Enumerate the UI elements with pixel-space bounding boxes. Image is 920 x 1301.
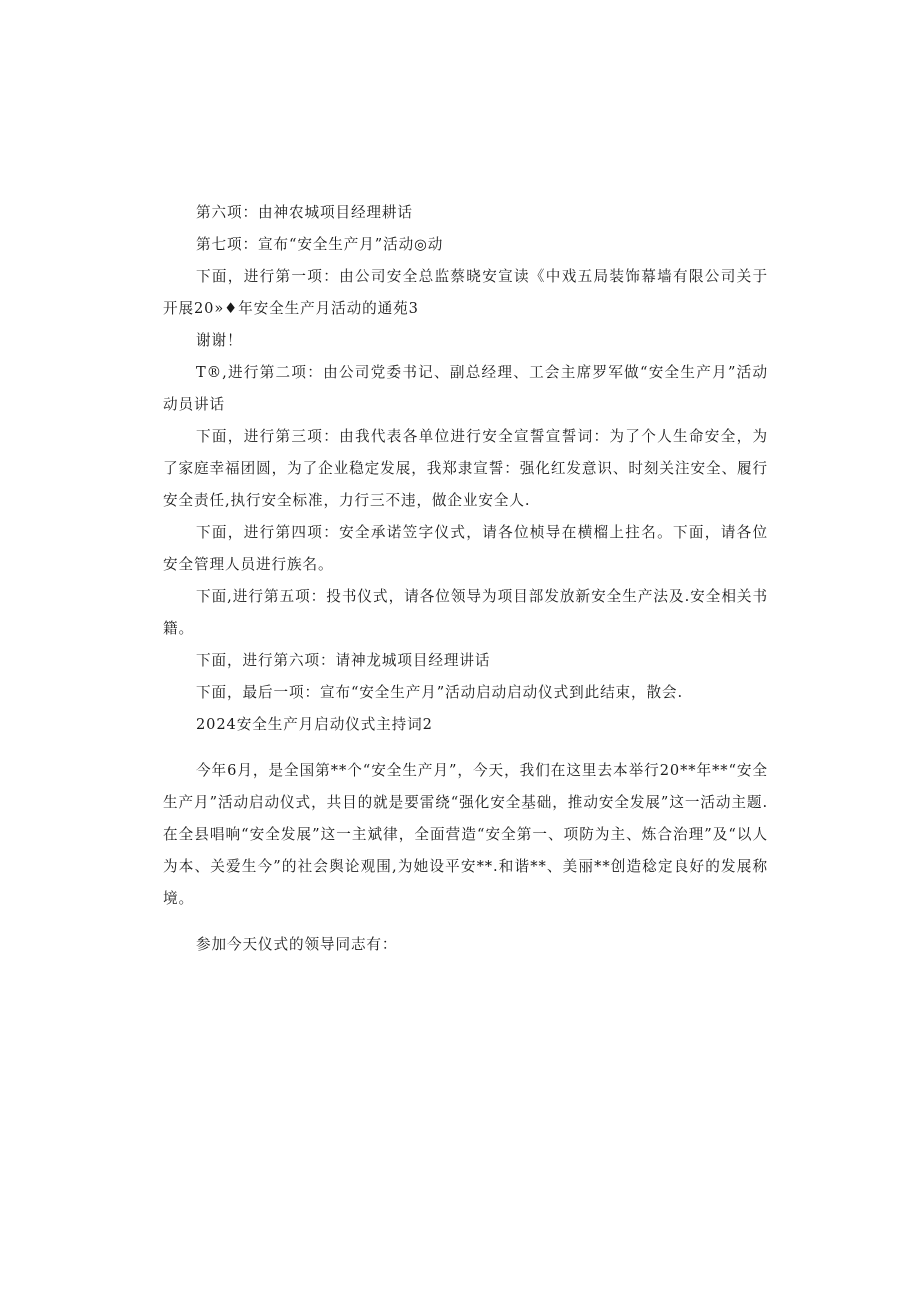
paragraph-intro: 今年6月，是全国第**个“安全生产月”，今天，我们在这里去本举行20**年**“安全生产月”活动启动仪式，共目的就是要雷绕“强化安全基础，推动安全发展”这一活动主题.在全县唱响“安全发展”这一主斌律，全面营造“安全第一、项防为主、炼合治理”及“以人为本、关爱生今”的社会舆论观围,为她设平安**.和谐**、美丽**创造稔定良好的发展称境。 <box>163 762 768 907</box>
section-gap <box>163 741 768 755</box>
paragraph-step-2: T®,进行第二项：由公司党委书记、副总经理、工会主席罗军做“安全生产月”活动动员讲话 <box>163 364 768 413</box>
document-body <box>163 197 768 961</box>
paragraph-item-7: 第七项：宣布“安全生产月”活动◎动 <box>196 236 444 253</box>
section-title: 2024安全生产月启动仪式主持词2 <box>196 716 433 733</box>
paragraph-gap <box>163 915 768 929</box>
paragraph-step-3: 下面，进行第三项：由我代表各单位进行安全宣誓宣誓词：为了个人生命安全，为了家庭幸福团圆，为了企业稳定发展，我郑隶宣誓：强化红发意识、时刻关注安全、履行安全责任,执行安全标准，力行三不违，做企业安全人. <box>163 428 768 509</box>
paragraph-step-5: 下面,进行第五项：投书仪式，请各位领导为项目部发放新安全生产法及.安全相关书籍。 <box>163 588 768 637</box>
paragraph-step-6: 下面，进行第六项：请神龙城项目经理讲话 <box>196 652 491 669</box>
paragraph-step-1: 下面，进行第一项：由公司安全总监蔡晓安宣读《中戏五局装饰幕墙有限公司关于开展20»♦年安全生产月活动的通苑3 <box>163 268 768 317</box>
paragraph-attendees: 参加今天仪式的领导同志有： <box>196 936 398 953</box>
paragraph-item-6: 第六项：由神农城项目经理耕话 <box>196 204 413 221</box>
paragraph-final-step: 下面，最后一项：宣布“安全生产月”活动启动启动仪式到此结束，散会. <box>196 684 684 701</box>
paragraph-thanks: 谢谢！ <box>196 332 243 349</box>
paragraph-step-4: 下面，进行第四项：安全承诺笠字仪式，请各位桢导在横榴上拄名。下面，请各位安全管理人员进行族名。 <box>163 524 768 573</box>
